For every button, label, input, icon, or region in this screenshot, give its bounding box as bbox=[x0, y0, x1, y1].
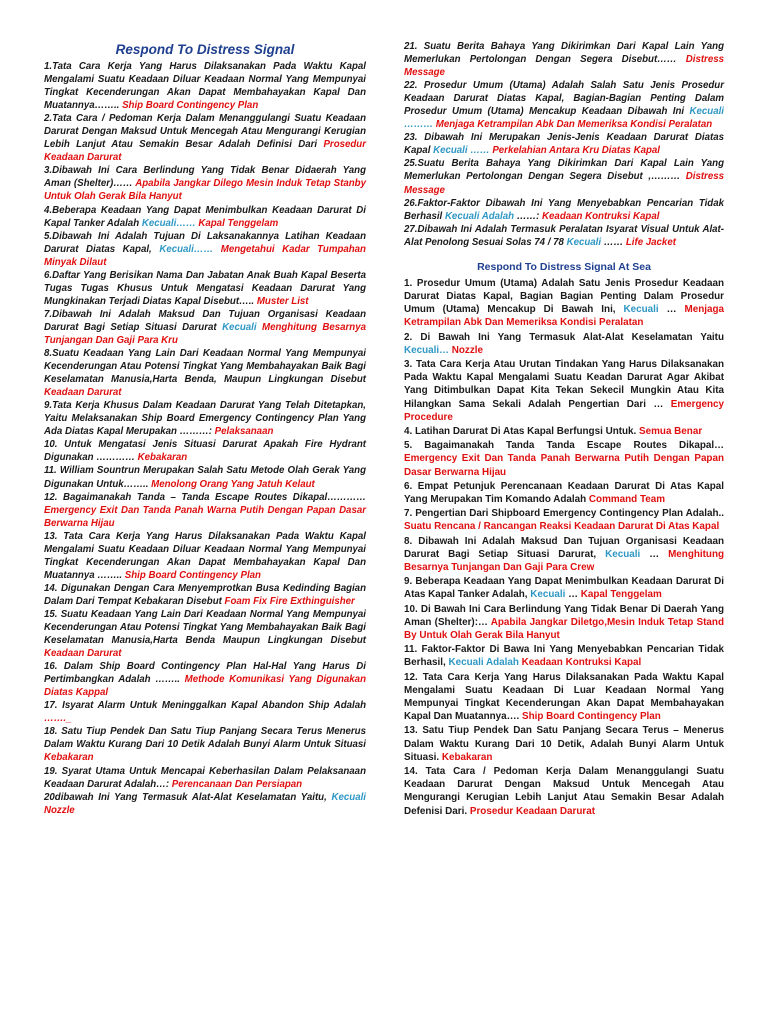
answer-text: Keadaan Darurat bbox=[44, 387, 122, 399]
answer-text: Ship Board Contingency Plan bbox=[124, 569, 261, 581]
question-item bbox=[44, 608, 366, 660]
answer-text: Menjaga Ketrampilan Abk Dan Memeriksa Kondisi Peralatan bbox=[404, 304, 724, 329]
question-list-at-sea bbox=[404, 277, 724, 818]
question-text: 15. Suatu Keadaan Yang Lain Dari Keadaan Normal Yang Mempunyai Kecenderungan Atau Potensi Tingkat Yang Membahayakan Baik Bagi Keselamatan Manusia,Harta Benda Maupun Lingkungan Disebut bbox=[44, 608, 366, 647]
question-item bbox=[44, 60, 366, 112]
ellipsis-text: … bbox=[649, 548, 660, 560]
question-item bbox=[404, 223, 724, 249]
kecuali-marker: Kecuali bbox=[605, 548, 641, 560]
question-text: 7. Pengertian Dari Shipboard Emergency Contingency Plan Adalah.. bbox=[404, 508, 724, 520]
question-item bbox=[404, 40, 724, 79]
question-item bbox=[44, 791, 366, 817]
question-text: 22. Prosedur Umum (Utama) Adalah Salah Satu Jenis Prosedur Keadaan Darurat Diatas Kapal, Bagian-Bagian Penting Dalam Prosedur Umum (Utama) Mencakup Keadaan Dibawah Ini bbox=[404, 80, 724, 118]
question-text: 4. Latihan Darurat Di Atas Kapal Berfungsi Untuk. bbox=[404, 425, 637, 437]
question-item bbox=[404, 439, 724, 479]
kecuali-marker: Kecuali Adalah bbox=[444, 210, 515, 222]
question-item bbox=[404, 765, 724, 818]
answer-text: Mengetahui Kadar Tumpahan Minyak Dilaut bbox=[44, 243, 366, 268]
right-column bbox=[404, 40, 724, 818]
question-text: 25.Suatu Berita Bahaya Yang Dikirimkan Dari Kapal Lain Yang Memerlukan Pertolongan Dengan Segera Disebut ,……… bbox=[404, 158, 724, 183]
question-item bbox=[44, 347, 366, 399]
answer-text: Kapal Tenggelam bbox=[580, 589, 662, 601]
answer-text: Menghitung Besarnya Tunjangan Dan Gaji Para Crew bbox=[404, 548, 725, 574]
answer-text: Apabila Jangkar Dilego Mesin Induk Tetap Stanby Untuk Olah Gerak Bila Hanyut bbox=[44, 178, 366, 203]
answer-text: Nozzle bbox=[44, 804, 75, 816]
question-item bbox=[44, 269, 366, 308]
question-text: 13. Satu Tiup Pendek Dan Satu Panjang Secara Terus – Menerus Dalam Waktu Kurang Dari 10 Detik, Adalah Bunyi Alarm Untuk Situasi. bbox=[404, 725, 724, 763]
question-item bbox=[44, 204, 366, 230]
question-text: 8.Suatu Keadaan Yang Lain Dari Keadaan Normal Yang Mempunyai Kecenderungan Atau Potensi Tingkat Yang Membahayakan Baik Bagi Keselamatan Manusia,Harta Benda, Maupun Lingkungan Disebut bbox=[44, 348, 366, 386]
question-item bbox=[404, 79, 724, 131]
question-text: 14. Digunakan Dengan Cara Menyemprotkan Busa Kedinding Bagian Dalam Dari Tempat Kebakaran Disebut bbox=[44, 582, 366, 607]
ellipsis-text: … bbox=[568, 589, 578, 601]
question-item bbox=[404, 197, 724, 223]
answer-text: Muster List bbox=[256, 295, 309, 307]
question-text: 5. Bagaimanakah Tanda Tanda Escape Routes Dikapal… bbox=[404, 440, 724, 452]
answer-text: Suatu Rencana / Rancangan Reaksi Keadaan Darurat Di Atas Kapal bbox=[404, 521, 720, 533]
answer-text: Keadaan Kontruksi Kapal bbox=[542, 210, 660, 222]
answer-text: ……._ bbox=[44, 713, 72, 725]
question-text: 3. Tata Cara Kerja Atau Urutan Tindakan Yang Harus Dilaksanakan Pada Waktu Kapal Mengalami Suatu Keadan Darurat Agar Akibat Yang Ditimbulkan Dapat Kita Tekan Sekecil Mungkin Atau Kita Hilangkan Sama Sekali Adalah Pengertian Dari … bbox=[404, 358, 724, 410]
question-item bbox=[404, 603, 724, 643]
kecuali-marker: Kecuali bbox=[530, 589, 566, 601]
question-item bbox=[44, 530, 366, 582]
answer-text: Life Jacket bbox=[625, 236, 676, 248]
kecuali-marker: Kecuali Adalah bbox=[448, 657, 519, 669]
question-list-right bbox=[404, 40, 724, 249]
answer-text: Ship Board Contingency Plan bbox=[122, 100, 259, 112]
question-text: 1.Tata Cara Kerja Yang Harus Dilaksanakan Pada Waktu Kapal Mengalami Suatu Keadaan Diluar Keadaan Normal Yang Mempunyai Tingkat Kecenderungan Akan Dapat Membahayakan Kapal Dan Muatannya…….. bbox=[44, 61, 366, 112]
question-text: 5.Dibawah Ini Adalah Tujuan Di Laksanakannya Latihan Keadaan Darurat Diatas Kapal, bbox=[44, 230, 366, 255]
question-list-left bbox=[44, 60, 366, 817]
kecuali-marker: Kecuali… bbox=[404, 344, 450, 356]
answer-text: Pelaksanaan bbox=[214, 426, 274, 438]
kecuali-marker: Kecuali bbox=[222, 321, 257, 333]
answer-text: Perencanaan Dan Persiapan bbox=[171, 778, 303, 790]
question-item bbox=[404, 480, 724, 506]
section-title-at-sea: Respond To Distress Signal At Sea bbox=[477, 260, 651, 273]
answer-text: Kapal Tenggelam bbox=[198, 217, 279, 229]
question-item bbox=[404, 671, 724, 724]
kecuali-marker: Kecuali ……… bbox=[404, 106, 724, 131]
question-text: 16. Dalam Ship Board Contingency Plan Hal-Hal Yang Harus Di Pertimbangkan Adalah …….. bbox=[44, 661, 366, 686]
question-item bbox=[404, 724, 724, 764]
ellipsis-text: … bbox=[666, 304, 677, 316]
kecuali-marker: Kecuali…… bbox=[159, 243, 214, 255]
question-text: 11. Faktor-Faktor Di Bawa Ini Yang Menyebabkan Pencarian Tidak Berhasil, bbox=[404, 644, 724, 669]
ellipsis-text: …… bbox=[603, 236, 624, 248]
question-text: 26.Faktor-Faktor Dibawah Ini Yang Menyebabkan Pencarian Tidak Berhasil bbox=[404, 197, 724, 222]
question-item bbox=[404, 157, 724, 196]
question-text: 10. Untuk Mengatasi Jenis Situasi Darurat Apakah Fire Hydrant Digunakan ………… bbox=[44, 439, 366, 464]
answer-text: Perkelahian Antara Kru Diatas Kapal bbox=[492, 145, 660, 157]
question-item bbox=[44, 464, 366, 490]
question-text: 12. Tata Cara Kerja Yang Harus Dilaksanakan Pada Waktu Kapal Mengalami Suatu Keadaan Di Luar Keadaan Normal Yang Mempunyai Tingkat Kecenderungan Akan Dapat Membahayakan Kapal Dan Muatannya…. bbox=[404, 671, 724, 723]
kecuali-marker: Kecuali bbox=[566, 236, 602, 248]
question-item bbox=[44, 582, 366, 608]
question-text: 9. Beberapa Keadaan Yang Dapat Menimbulkan Keadaan Darurat Di Atas Kapal Tanker Adalah, bbox=[404, 576, 724, 601]
page-title: Respond To Distress Signal bbox=[115, 42, 295, 57]
answer-text: Apabila Jangkar Diletgo,Mesin Induk Tetap Stand By Untuk Olah Gerak Bila Hanyut bbox=[404, 616, 724, 642]
kecuali-marker: Kecuali…… bbox=[141, 217, 196, 229]
answer-text: Foam Fix Fire Exthinguisher bbox=[224, 595, 355, 607]
question-text: 11. William Sountrun Merupakan Salah Satu Metode Olah Gerak Yang Digunakan Untuk…….. bbox=[44, 465, 366, 490]
answer-text: Nozzle bbox=[451, 344, 484, 356]
kecuali-marker: Kecuali bbox=[623, 304, 659, 316]
ellipsis-text: ……: bbox=[516, 210, 540, 222]
answer-text: Kebakaran bbox=[44, 752, 94, 764]
question-item bbox=[44, 308, 366, 347]
question-text: 17. Isyarat Alarm Untuk Meninggalkan Kapal Abandon Ship Adalah bbox=[44, 700, 366, 712]
answer-text: Menghitung Besarnya Tunjangan Dan Gaji Para Kru bbox=[44, 321, 366, 346]
answer-text: Kebakaran bbox=[441, 751, 493, 763]
answer-text: Emergency Exit Dan Tanda Panah Berwarna Putih Dengan Papan Dasar Berwarna Hijau bbox=[404, 453, 724, 478]
question-item bbox=[44, 660, 366, 699]
question-item bbox=[404, 535, 724, 575]
answer-text: Methode Komunikasi Yang Digunakan Diatas Kappal bbox=[44, 674, 366, 699]
question-item bbox=[404, 358, 724, 424]
question-text: 2.Tata Cara / Pedoman Kerja Dalam Menanggulangi Suatu Keadaan Darurat Dengan Maksud Untuk Mencegah Atau Mengurangi Kerugian Lebih Lanjut Atau Semakin Besar Adalah Definisi Dari bbox=[44, 113, 366, 151]
question-item bbox=[44, 765, 366, 791]
question-item bbox=[44, 725, 366, 764]
question-item bbox=[44, 491, 366, 530]
question-text: 18. Satu Tiup Pendek Dan Satu Tiup Panjang Secara Terus Menerus Dalam Waktu Kurang Dari 10 Detik Adalah Bunyi Alarm Untuk Situasi bbox=[44, 726, 366, 751]
question-text: 13. Tata Cara Kerja Yang Harus Dilaksanakan Pada Waktu Kapal Mengalami Suatu Keadaan Diluar Keadaan Normal Yang Mempunyai Tingkat Kecenderungan Akan Dapat Membahayakan Kapal Dan Muatannya …….. bbox=[44, 530, 366, 581]
question-text: 7.Dibawah Ini Adalah Maksud Dan Tujuan Organisasi Keadaan Darurat Bagi Setiap Situasi Darurat bbox=[44, 308, 366, 333]
question-item bbox=[404, 575, 724, 601]
answer-text: Prosedur Keadaan Darurat bbox=[469, 805, 596, 817]
question-item bbox=[44, 230, 366, 269]
question-text: 6. Empat Petunjuk Perencanaan Keadaan Darurat Di Atas Kapal Yang Merupakan Tim Komando Adalah bbox=[404, 480, 724, 505]
question-text: 4.Beberapa Keadaan Yang Dapat Menimbulkan Keadaan Darurat Di Kapal Tanker Adalah bbox=[44, 204, 366, 229]
question-item bbox=[404, 643, 724, 669]
question-text: 21. Suatu Berita Bahaya Yang Dikirimkan Dari Kapal Lain Yang Memerlukan Pertolongan Dengan Segera Disebut…… bbox=[404, 41, 724, 66]
question-item bbox=[404, 277, 724, 330]
question-item bbox=[44, 164, 366, 203]
answer-text: Ship Board Contingency Plan bbox=[521, 711, 661, 723]
question-text: 20dibawah Ini Yang Termasuk Alat-Alat Keselamatan Yaitu, bbox=[44, 791, 327, 803]
question-text: 19. Syarat Utama Untuk Mencapai Keberhasilan Dalam Pelaksanaan Keadaan Darurat Adalah…: bbox=[44, 765, 366, 790]
answer-text: Kebakaran bbox=[137, 452, 188, 464]
question-item bbox=[44, 399, 366, 438]
question-text: 1. Prosedur Umum (Utama) Adalah Satu Jenis Prosedur Keadaan Darurat Diatas Kapal, Bagian Bagian Penting Dalam Prosedur Umum (Utama) Mencakup Di Bawah Ini, bbox=[404, 277, 724, 316]
answer-text: Command Team bbox=[588, 494, 666, 505]
question-item bbox=[404, 331, 724, 357]
question-text: 9.Tata Kerja Khusus Dalam Keadaan Darurat Yang Telah Ditetapkan, Yaitu Melaksanakan Ship Board Emergency Contingency Plan Yang Ada Diatas Kapal Merupakan ………: bbox=[44, 400, 366, 438]
left-column bbox=[44, 40, 366, 817]
answer-text: Menjaga Ketrampilan Abk Dan Memeriksa Kondisi Peralatan bbox=[435, 119, 713, 131]
question-item bbox=[404, 131, 724, 157]
question-text: 14. Tata Cara / Pedoman Kerja Dalam Menanggulangi Suatu Keadaan Darurat Dengan Maksud Untuk Mencegah Atau Mengurangi Kerugian Lebih Lanjut Atau Semakin Besar Adalah Defenisi Dari. bbox=[404, 766, 724, 817]
answer-text: Keadaan Darurat bbox=[44, 648, 122, 660]
question-item bbox=[44, 438, 366, 464]
question-text: 8. Dibawah Ini Adalah Maksud Dan Tujuan Organisasi Keadaan Darurat Bagi Setiap Situasi Darurat, bbox=[404, 535, 724, 560]
answer-text: Menolong Orang Yang Jatuh Kelaut bbox=[151, 478, 315, 490]
answer-text: Semua Benar bbox=[639, 425, 703, 437]
kecuali-marker: Kecuali bbox=[331, 791, 366, 803]
question-item bbox=[44, 699, 366, 725]
question-text: 3.Dibawah Ini Cara Berlindung Yang Tidak Benar Didaerah Yang Aman (Shelter)…… bbox=[44, 165, 366, 190]
kecuali-marker: Kecuali …… bbox=[433, 145, 490, 157]
answer-text: Prosedur Keadaan Darurat bbox=[44, 139, 366, 164]
question-text: 2. Di Bawah Ini Yang Termasuk Alat-Alat Keselamatan Yaitu bbox=[404, 331, 724, 343]
question-item bbox=[44, 112, 366, 164]
answer-text: Keadaan Kontruksi Kapal bbox=[521, 657, 642, 669]
answer-text: Emergency Procedure bbox=[404, 398, 725, 423]
answer-text: Distress Message bbox=[404, 54, 724, 79]
question-text: 23. Dibawah Ini Merupakan Jenis-Jenis Keadaan Darurat Diatas Kapal bbox=[404, 132, 724, 157]
question-item bbox=[404, 507, 724, 533]
question-text: 12. Bagaimanakah Tanda – Tanda Escape Routes Dikapal………… bbox=[44, 491, 366, 503]
question-item bbox=[404, 425, 724, 438]
answer-text: Distress Message bbox=[404, 171, 724, 196]
answer-text: Emergency Exit Dan Tanda Panah Warna Putih Dengan Papan Dasar Berwarna Hijau bbox=[44, 504, 366, 529]
question-text: 6.Daftar Yang Berisikan Nama Dan Jabatan Anak Buah Kapal Beserta Tugas Tugas Khusus Untuk Mengatasi Keadaan Darurat Yang Mungkinakan Terjadi Diatas Kapal Disebut….. bbox=[44, 269, 366, 307]
question-text: 10. Di Bawah Ini Cara Berlindung Yang Tidak Benar Di Daerah Yang Aman (Shelter):… bbox=[404, 603, 724, 628]
question-text: 27.Dibawah Ini Adalah Termasuk Peralatan Isyarat Visual Untuk Alat-Alat Penolong Sesuai Solas 74 / 78 bbox=[404, 223, 724, 248]
